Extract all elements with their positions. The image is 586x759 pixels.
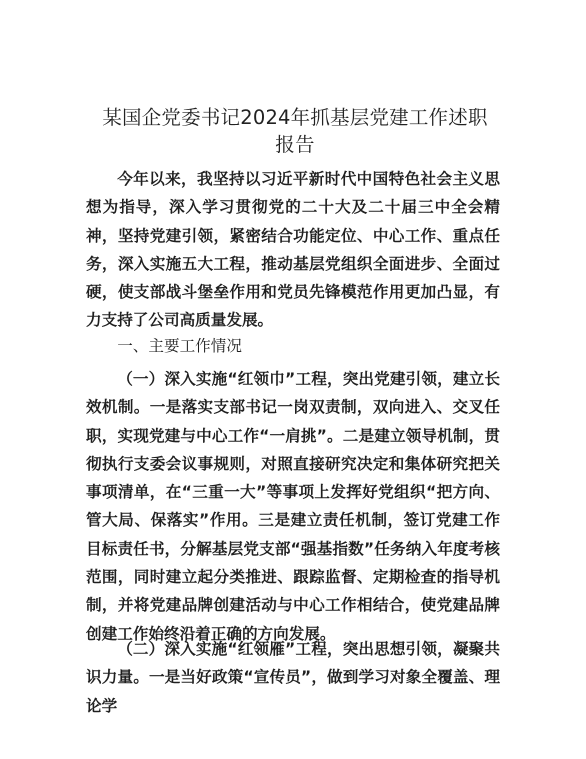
intro-paragraph: 今年以来，我坚持以习近平新时代中国特色社会主义思想为指导，深入学习贯彻党的二十大及二十届三中全会精神，坚持党建引领，紧密结合功能定位、中心工作、重点任务，深入实施五大工程，推动基层党组织全面进步、全面过硬，使支部战斗堡垒作用和党员先锋模范作用更加凸显，有力支持了公司高质量发展。 <box>86 170 500 330</box>
section-2-block <box>86 635 500 720</box>
section-heading-block <box>86 332 500 360</box>
section-heading: 一、主要工作情况 <box>117 337 242 355</box>
section-1-block <box>86 365 500 648</box>
section-1-paragraph: （一）深入实施“红领巾”工程，突出党建引领，建立长效机制。一是落实支部书记一岗双责制，双向进入、交叉任职，实现党建与中心工作“一肩挑”。二是建立领导机制，贯彻执行支委会议事规则，对照直接研究决定和集体研究把关事项清单，在“三重一大”等事项上发挥好党组织“把方向、管大局、保落实”作用。三是建立责任机制，签订党建工作目标责任书，分解基层党支部“强基指数”任务纳入年度考核范围，同时建立起分类推进、跟踪监督、定期检查的指导机制，并将党建品牌创建活动与中心工作相结合，使党建品牌创建工作始终沿着正确的方向发展。 <box>86 370 500 643</box>
intro-paragraph-block <box>86 165 500 335</box>
section-2-paragraph: （二）深入实施“红领雁”工程，突出思想引领，凝聚共识力量。一是当好政策“宣传员”，做到学习对象全覆盖、理论学 <box>86 640 500 715</box>
document-title: 某国企党委书记2024年抓基层党建工作述职报告 <box>102 106 488 156</box>
